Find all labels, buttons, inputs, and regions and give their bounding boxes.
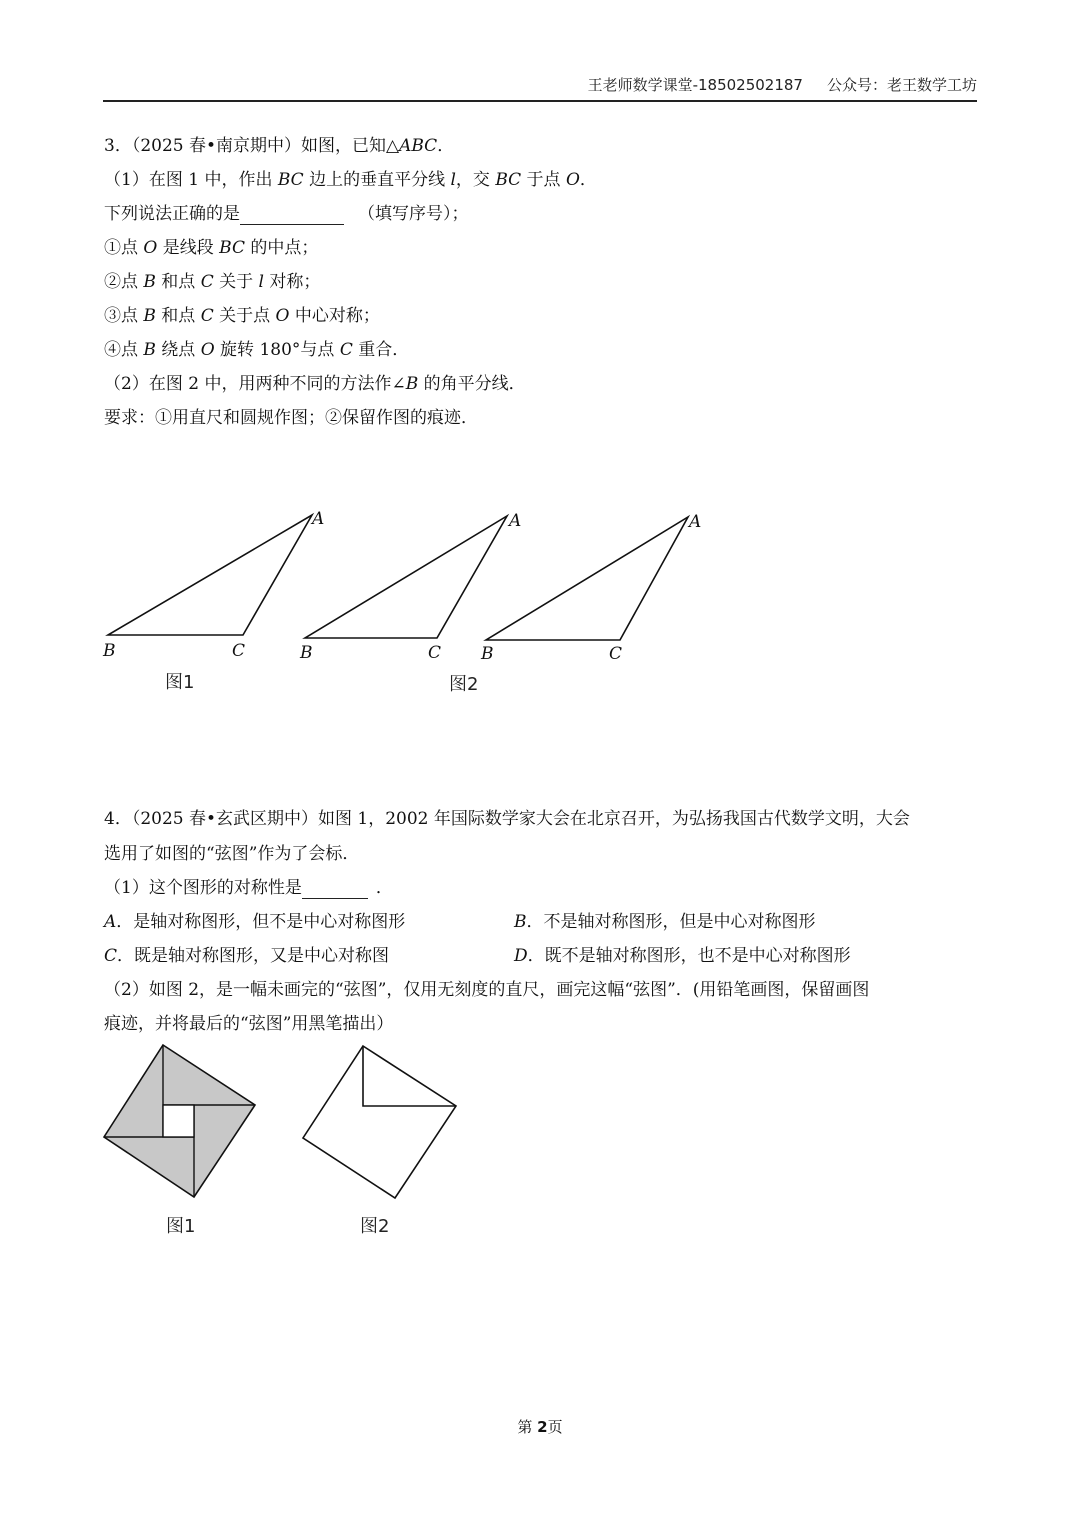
vertex-label-c: C <box>232 641 246 661</box>
q4-fig2-caption: 图2 <box>360 1216 390 1237</box>
q4-fig1-caption: 图1 <box>166 1216 196 1237</box>
option-d[interactable]: D．既不是轴对称图形，也不是中心对称图形 <box>514 946 851 966</box>
q4-stem-line2: 选用了如图的“弦图”作为了会标． <box>104 844 360 864</box>
option-b[interactable]: B．不是轴对称图形，但是中心对称图形 <box>514 912 816 932</box>
xiantu-fig2 <box>303 1046 456 1198</box>
q3-stem: 3．（2025 春•南京期中）如图，已知△ABC． <box>104 136 455 156</box>
q3-fig1-caption: 图1 <box>165 672 195 693</box>
q3-fig2-caption: 图2 <box>449 674 479 695</box>
vertex-label-c: C <box>609 644 623 664</box>
option-c[interactable]: C．既是轴对称图形，又是中心对称图 <box>104 946 390 966</box>
vertex-label-b: B <box>103 641 116 661</box>
q3-question: 下列说法正确的是 （填写序号）； <box>104 204 469 224</box>
q3-statement-1: ①点 O 是线段 BC 的中点； <box>104 238 319 258</box>
q3-statement-2: ②点 B 和点 C 关于 l 对称； <box>104 272 321 292</box>
xiantu-fig1 <box>104 1045 255 1197</box>
vertex-label-a: A <box>689 512 702 532</box>
vertex-label-b: B <box>300 643 313 663</box>
xiantu-inner-square <box>163 1105 194 1137</box>
vertex-label-c: C <box>428 643 442 663</box>
q3-part2: （2）在图 2 中，用两种不同的方法作∠B 的角平分线． <box>104 374 526 394</box>
q3-part1: （1）在图 1 中，作出 BC 边上的垂直平分线 l，交 BC 于点 O． <box>104 170 597 190</box>
q3-requirement: 要求：①用直尺和圆规作图；②保留作图的痕迹． <box>104 408 478 428</box>
header-account: 公众号：老王数学工坊 <box>826 76 977 94</box>
q4-part2-line2: 痕迹，并将最后的“弦图”用黑笔描出） <box>104 1014 394 1034</box>
header-teacher: 王老师数学课堂-18502502187 <box>587 76 803 94</box>
vertex-label-a: A <box>509 511 522 531</box>
q4-part2-line1: （2）如图 2，是一幅未画完的“弦图”，仅用无刻度的直尺，画完这幅“弦图”．(用铅笔画图，保留画图 <box>104 980 870 1000</box>
q4-stem-line1: 4．（2025 春•玄武区期中）如图 1，2002 年国际数学家大会在北京召开，为弘扬我国古代数学文明，大会 <box>104 809 910 829</box>
vertex-label-b: B <box>481 644 494 664</box>
q4-part1: （1）这个图形的对称性是 ． <box>104 878 393 898</box>
xiantu-unfinished-square <box>303 1046 456 1198</box>
vertex-label-a: A <box>312 509 325 529</box>
page-number: 第 2页 <box>517 1418 563 1436</box>
q3-statement-4: ④点 B 绕点 O 旋转 180°与点 C 重合． <box>104 340 410 360</box>
q3-statement-3: ③点 B 和点 C 关于点 O 中心对称； <box>104 306 380 326</box>
option-a[interactable]: A．是轴对称图形，但不是中心对称图形 <box>104 912 406 932</box>
